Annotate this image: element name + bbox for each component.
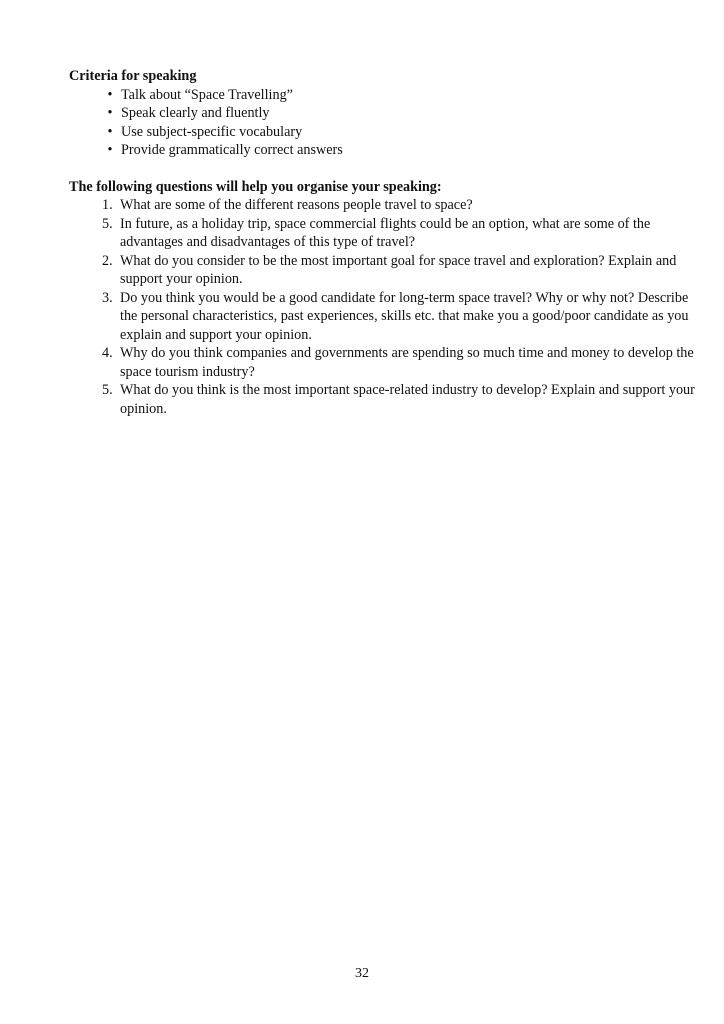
- question-list: [69, 196, 695, 418]
- criteria-item-text: Provide grammatically correct answers: [121, 142, 343, 158]
- bullet-icon: •: [107, 123, 113, 140]
- question-item: [69, 381, 705, 418]
- question-number: 1.: [102, 197, 113, 213]
- question-number: 2.: [102, 252, 113, 269]
- criteria-heading: Criteria for speaking: [69, 68, 197, 84]
- criteria-item-text: Use subject-specific vocabulary: [121, 123, 303, 140]
- question-number: 5.: [102, 382, 113, 398]
- criteria-item: [69, 104, 669, 123]
- question-text: Why do you think companies and governments are spending so much time and money to develop the space tourism industry?: [120, 345, 694, 380]
- questions-heading: The following questions will help you organise your speaking:: [69, 178, 442, 195]
- bullet-icon: •: [107, 142, 113, 158]
- question-item: [69, 196, 705, 215]
- page-number: 32: [355, 966, 369, 981]
- question-number: 3.: [102, 289, 113, 306]
- question-text: What do you consider to be the most important goal for space travel and exploration? Explain and support your opinion.: [120, 252, 677, 287]
- criteria-item: [69, 123, 669, 142]
- question-item: [69, 344, 705, 381]
- criteria-item: [69, 141, 669, 160]
- question-text: Do you think you would be a good candidate for long-term space travel? Why or why not? Describe the personal characteristics, past experiences, skills etc. that make you a good/poor candidate as you explain and support your opinion.: [120, 289, 689, 343]
- question-number: 4.: [102, 345, 113, 361]
- criteria-item-text: Talk about “Space Travelling”: [121, 86, 293, 103]
- page-content: [69, 66, 695, 418]
- criteria-item-text: Speak clearly and fluently: [121, 105, 270, 121]
- question-text: What are some of the different reasons people travel to space?: [120, 197, 473, 213]
- question-item: [69, 289, 705, 345]
- question-item: [69, 215, 705, 252]
- question-number: 5.: [102, 215, 113, 232]
- criteria-list: [69, 86, 669, 160]
- question-item: [69, 252, 705, 289]
- question-text: What do you think is the most important space-related industry to develop? Explain and support your opinion.: [120, 382, 695, 417]
- bullet-icon: •: [107, 86, 113, 103]
- bullet-icon: •: [107, 105, 113, 121]
- question-text: In future, as a holiday trip, space commercial flights could be an option, what are some of the advantages and disadvantages of this type of travel?: [120, 215, 651, 250]
- criteria-item: [69, 86, 669, 105]
